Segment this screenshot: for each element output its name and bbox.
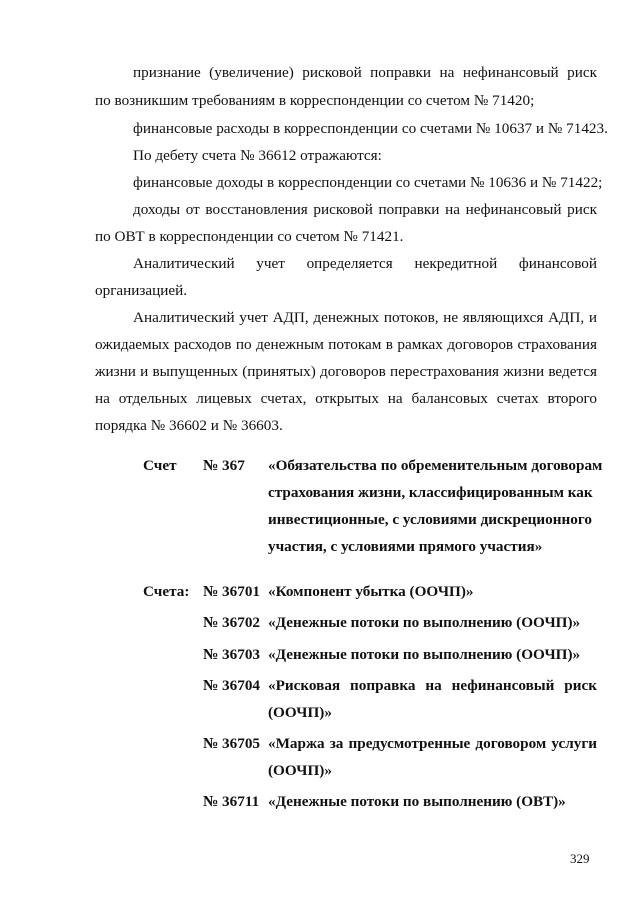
sub-account-title: «Денежные потоки по выполнению (ООЧП)» [268,614,581,631]
sub-account-number: № 36703 [203,646,261,663]
account-number: № 367 [203,457,245,474]
paragraph-line: По дебету счета № 36612 отражаются: [133,147,382,164]
paragraph-line: порядка № 36602 и № 36603. [95,417,283,434]
paragraph-line: доходы от восстановления рисковой поправки на нефинансовый риск [133,201,597,218]
paragraph-line: Аналитический учет АДП, денежных потоков, не являющихся АДП, и [133,309,597,326]
account-title-line: «Обязательства по обременительным договорам [268,457,603,474]
paragraph-line: признание (увеличение) рисковой поправки на нефинансовый риск [133,64,597,81]
account-label: Счет [143,457,177,474]
paragraph-line: по возникшим требованиям в корреспонденции со счетом № 71420; [95,92,535,109]
account-title-line: страхования жизни, классифицированным как [268,484,593,501]
sub-account-title: «Денежные потоки по выполнению (ООЧП)» [268,646,581,663]
sub-account-title: «Компонент убытка (ООЧП)» [268,583,474,600]
page-number: 329 [570,851,590,866]
account-title-line: участия, с условиями прямого участия» [268,538,543,555]
account-title-line: инвестиционные, с условиями дискреционного [268,511,592,528]
paragraph-line: жизни и выпущенных (принятых) договоров перестрахования жизни ведется [95,363,597,380]
paragraph-line: ожидаемых расходов по денежным потокам в рамках договоров страхования [95,336,597,353]
sub-account-title: «Маржа за предусмотренные договором услуги [268,735,597,752]
sub-account-title: «Рисковая поправка на нефинансовый риск [268,677,597,694]
paragraph-line: на отдельных лицевых счетах, открытых на балансовых счетах второго [95,390,597,407]
sub-account-number: № 36705 [203,735,261,752]
paragraph-line: Аналитический учет определяется некредитной финансовой [133,255,597,272]
sub-account-title: (ООЧП)» [268,704,332,721]
paragraph-line: организацией. [95,282,188,299]
sub-accounts-label: Счета: [143,583,190,600]
sub-account-title: «Денежные потоки по выполнению (ОВТ)» [268,793,566,810]
sub-account-title: (ООЧП)» [268,762,332,779]
sub-account-number: № 36711 [203,793,260,810]
paragraph-line: финансовые расходы в корреспонденции со счетами № 10637 и № 71423. [133,120,608,137]
sub-account-number: № 36701 [203,583,261,600]
paragraph-line: финансовые доходы в корреспонденции со счетами № 10636 и № 71422; [133,174,603,191]
sub-account-number: № 36704 [203,677,261,694]
sub-account-number: № 36702 [203,614,261,631]
paragraph-line: по ОВТ в корреспонденции со счетом № 71421. [95,228,404,245]
